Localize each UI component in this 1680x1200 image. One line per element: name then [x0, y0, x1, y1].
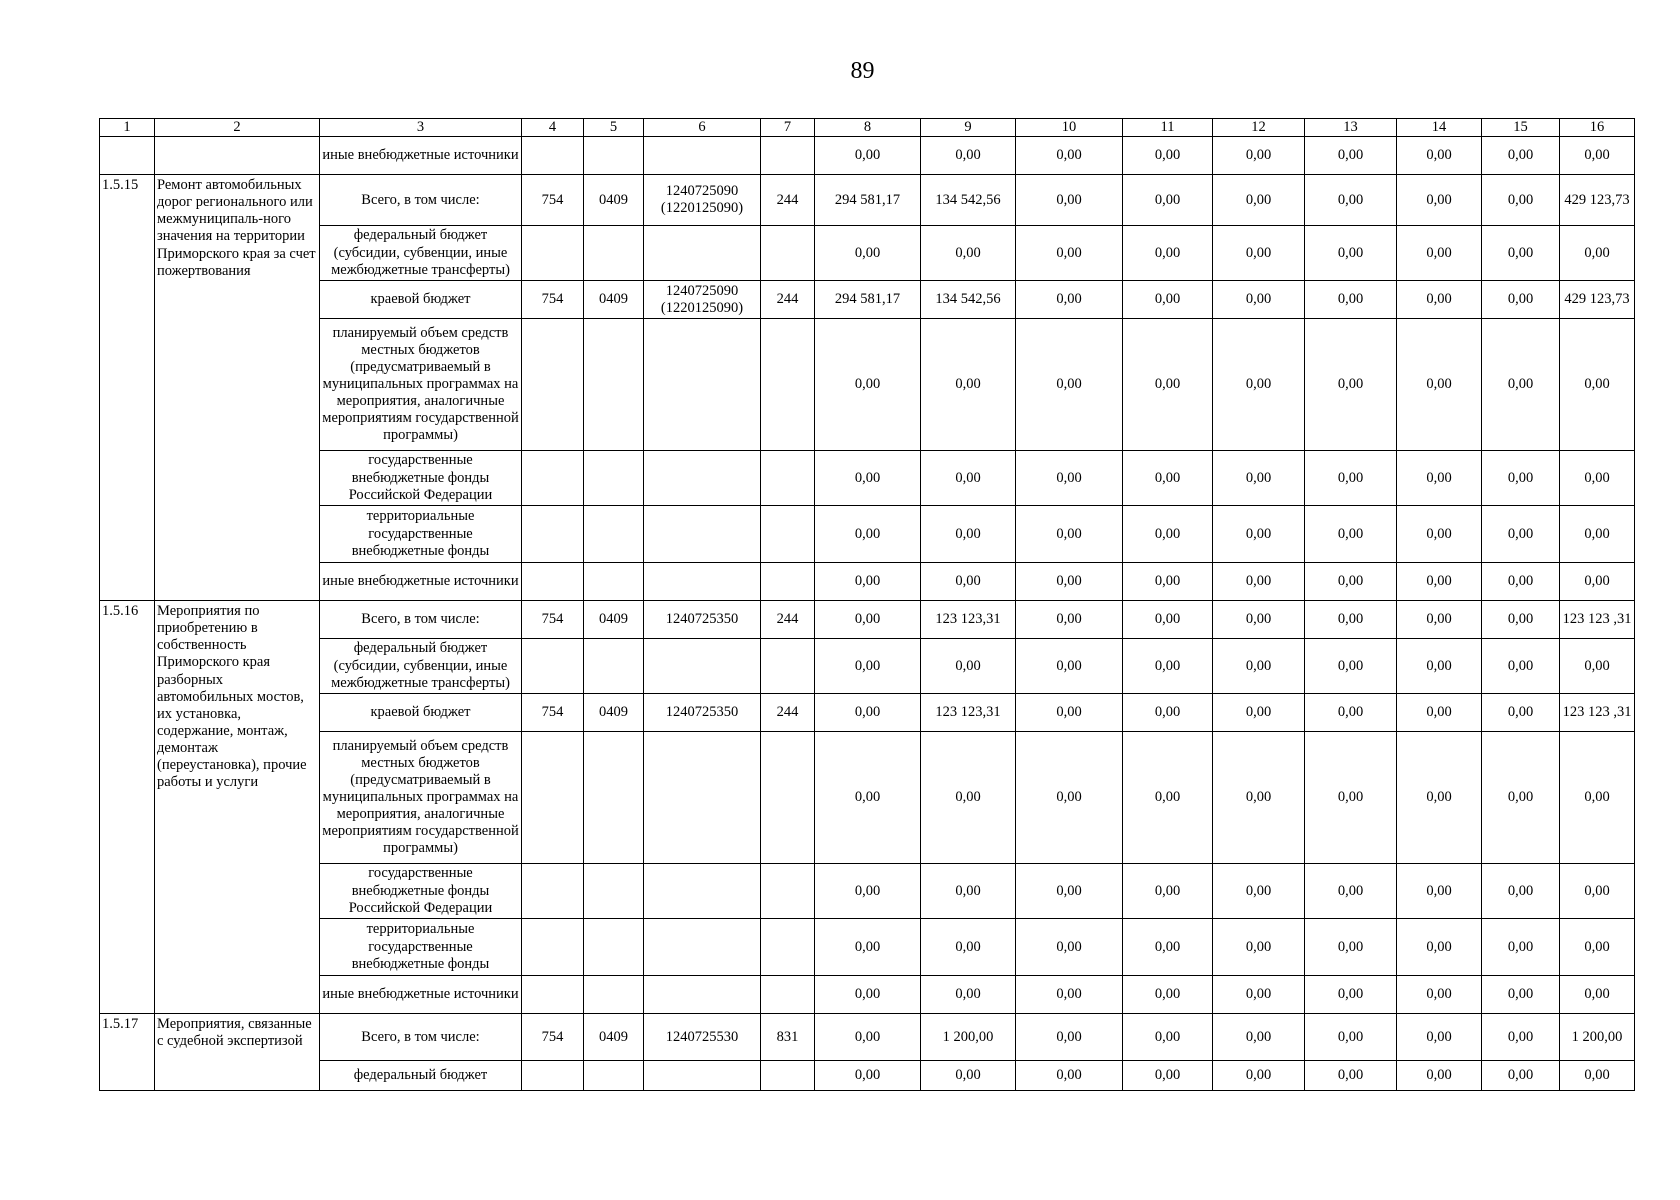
- code-cell: [644, 864, 761, 919]
- value-cell: 0,00: [1397, 281, 1482, 319]
- code-cell: [761, 563, 815, 601]
- code-cell: [761, 864, 815, 919]
- code-cell: 244: [761, 175, 815, 226]
- table-row: [100, 451, 1635, 506]
- value-cell: 0,00: [1482, 1061, 1560, 1091]
- value-cell: 0,00: [1123, 137, 1213, 175]
- source-cell: территориальные государственные внебюджетные фонды: [320, 506, 522, 563]
- value-cell: 0,00: [1560, 732, 1635, 864]
- value-cell: 0,00: [1123, 639, 1213, 694]
- value-cell: 1 200,00: [921, 1014, 1016, 1061]
- value-cell: 0,00: [1016, 1061, 1123, 1091]
- code-cell: [761, 226, 815, 281]
- value-cell: 0,00: [1397, 451, 1482, 506]
- code-cell: 244: [761, 694, 815, 732]
- value-cell: 0,00: [1305, 451, 1397, 506]
- value-cell: 0,00: [1016, 639, 1123, 694]
- value-cell: 0,00: [815, 1061, 921, 1091]
- value-cell: 0,00: [1397, 601, 1482, 639]
- header-cell: 2: [155, 119, 320, 137]
- value-cell: 0,00: [1560, 639, 1635, 694]
- value-cell: 0,00: [1213, 319, 1305, 451]
- source-cell: планируемый объем средств местных бюджетов (предусматриваемый в муниципальных программах на мероприятия, аналогичные мероприятиям государственной программы): [320, 319, 522, 451]
- value-cell: 0,00: [1482, 451, 1560, 506]
- value-cell: 0,00: [1560, 137, 1635, 175]
- value-cell: 0,00: [1397, 319, 1482, 451]
- value-cell: 0,00: [1305, 506, 1397, 563]
- code-cell: [584, 1061, 644, 1091]
- code-cell: 754: [522, 1014, 584, 1061]
- value-cell: 0,00: [1482, 137, 1560, 175]
- value-cell: 0,00: [1123, 1014, 1213, 1061]
- value-cell: 0,00: [815, 506, 921, 563]
- header-cell: 16: [1560, 119, 1635, 137]
- header-cell: 13: [1305, 119, 1397, 137]
- table-row: [100, 601, 1635, 639]
- value-cell: 0,00: [1305, 732, 1397, 864]
- code-cell: [522, 976, 584, 1014]
- section-number: 1.5.17: [100, 1014, 155, 1091]
- table-row: [100, 506, 1635, 563]
- value-cell: 123 123 ,31: [1560, 601, 1635, 639]
- value-cell: 0,00: [1397, 1061, 1482, 1091]
- value-cell: 0,00: [1397, 864, 1482, 919]
- value-cell: 0,00: [1397, 506, 1482, 563]
- value-cell: 0,00: [1213, 226, 1305, 281]
- code-cell: [584, 976, 644, 1014]
- header-cell: 5: [584, 119, 644, 137]
- value-cell: 0,00: [1123, 732, 1213, 864]
- code-cell: 1240725090 (1220125090): [644, 281, 761, 319]
- value-cell: 0,00: [1305, 175, 1397, 226]
- value-cell: 0,00: [1213, 864, 1305, 919]
- value-cell: 0,00: [1123, 451, 1213, 506]
- value-cell: 0,00: [921, 563, 1016, 601]
- value-cell: 0,00: [1213, 732, 1305, 864]
- value-cell: 0,00: [1123, 864, 1213, 919]
- code-cell: 1240725090 (1220125090): [644, 175, 761, 226]
- value-cell: 429 123,73: [1560, 175, 1635, 226]
- value-cell: 0,00: [1560, 864, 1635, 919]
- source-cell: краевой бюджет: [320, 694, 522, 732]
- value-cell: 0,00: [921, 319, 1016, 451]
- value-cell: 0,00: [1123, 281, 1213, 319]
- value-cell: 429 123,73: [1560, 281, 1635, 319]
- value-cell: 0,00: [1305, 226, 1397, 281]
- code-cell: [761, 319, 815, 451]
- value-cell: 0,00: [921, 506, 1016, 563]
- value-cell: 0,00: [1397, 694, 1482, 732]
- value-cell: 0,00: [1482, 864, 1560, 919]
- code-cell: [644, 976, 761, 1014]
- code-cell: [644, 1061, 761, 1091]
- source-cell: Всего, в том числе:: [320, 175, 522, 226]
- value-cell: 0,00: [1482, 639, 1560, 694]
- table-row: [100, 1014, 1635, 1061]
- code-cell: 244: [761, 601, 815, 639]
- code-cell: [644, 226, 761, 281]
- header-cell: 14: [1397, 119, 1482, 137]
- value-cell: 0,00: [1482, 281, 1560, 319]
- value-cell: 0,00: [1397, 137, 1482, 175]
- value-cell: 0,00: [1482, 563, 1560, 601]
- section-name: Мероприятия, связанные с судебной экспертизой: [155, 1014, 320, 1091]
- value-cell: 0,00: [1560, 1061, 1635, 1091]
- value-cell: 0,00: [1482, 601, 1560, 639]
- value-cell: 0,00: [1016, 175, 1123, 226]
- value-cell: 0,00: [1213, 563, 1305, 601]
- value-cell: 0,00: [1397, 226, 1482, 281]
- code-cell: [584, 319, 644, 451]
- code-cell: 0409: [584, 601, 644, 639]
- table-row: [100, 175, 1635, 226]
- value-cell: 0,00: [1482, 976, 1560, 1014]
- value-cell: 0,00: [1016, 226, 1123, 281]
- value-cell: 0,00: [1397, 976, 1482, 1014]
- code-cell: 0409: [584, 1014, 644, 1061]
- value-cell: 0,00: [1016, 506, 1123, 563]
- code-cell: 0409: [584, 694, 644, 732]
- value-cell: 0,00: [1397, 919, 1482, 976]
- code-cell: [522, 864, 584, 919]
- source-cell: государственные внебюджетные фонды Российской Федерации: [320, 864, 522, 919]
- table-row: [100, 919, 1635, 976]
- value-cell: 0,00: [815, 1014, 921, 1061]
- code-cell: [522, 732, 584, 864]
- source-cell: иные внебюджетные источники: [320, 563, 522, 601]
- value-cell: 1 200,00: [1560, 1014, 1635, 1061]
- value-cell: 0,00: [1123, 919, 1213, 976]
- value-cell: 0,00: [1397, 563, 1482, 601]
- value-cell: 0,00: [1016, 451, 1123, 506]
- code-cell: [522, 226, 584, 281]
- value-cell: 0,00: [1305, 281, 1397, 319]
- value-cell: 0,00: [1213, 281, 1305, 319]
- code-cell: [522, 506, 584, 563]
- source-cell: иные внебюджетные источники: [320, 976, 522, 1014]
- header-cell: 1: [100, 119, 155, 137]
- value-cell: 0,00: [1305, 137, 1397, 175]
- code-cell: 754: [522, 601, 584, 639]
- value-cell: 0,00: [815, 137, 921, 175]
- value-cell: 0,00: [1213, 1014, 1305, 1061]
- value-cell: 0,00: [1305, 563, 1397, 601]
- source-cell: федеральный бюджет: [320, 1061, 522, 1091]
- value-cell: 0,00: [1305, 601, 1397, 639]
- source-cell: краевой бюджет: [320, 281, 522, 319]
- value-cell: 0,00: [1016, 563, 1123, 601]
- value-cell: 0,00: [1213, 919, 1305, 976]
- code-cell: [584, 506, 644, 563]
- header-cell: 10: [1016, 119, 1123, 137]
- code-cell: [761, 451, 815, 506]
- table-row: [100, 639, 1635, 694]
- value-cell: 0,00: [1305, 1014, 1397, 1061]
- value-cell: 0,00: [1016, 976, 1123, 1014]
- value-cell: 0,00: [921, 864, 1016, 919]
- value-cell: 0,00: [1305, 919, 1397, 976]
- value-cell: 294 581,17: [815, 175, 921, 226]
- value-cell: 0,00: [1213, 175, 1305, 226]
- value-cell: 0,00: [815, 563, 921, 601]
- section-name: Мероприятия по приобретению в собственность Приморского края разборных автомобильных мостов, их установка, содержание, монтаж, демонтаж (переустановка), прочие работы и услуги: [155, 601, 320, 1014]
- value-cell: 0,00: [1397, 732, 1482, 864]
- source-cell: иные внебюджетные источники: [320, 137, 522, 175]
- value-cell: 0,00: [1560, 319, 1635, 451]
- code-cell: [584, 563, 644, 601]
- value-cell: 0,00: [1305, 319, 1397, 451]
- value-cell: 294 581,17: [815, 281, 921, 319]
- header-cell: 11: [1123, 119, 1213, 137]
- code-cell: [522, 319, 584, 451]
- source-cell: Всего, в том числе:: [320, 601, 522, 639]
- code-cell: [644, 639, 761, 694]
- continuation-row: [100, 137, 1635, 175]
- value-cell: 0,00: [921, 976, 1016, 1014]
- value-cell: 0,00: [815, 694, 921, 732]
- value-cell: 0,00: [1123, 694, 1213, 732]
- code-cell: [761, 639, 815, 694]
- value-cell: 0,00: [1213, 451, 1305, 506]
- value-cell: 0,00: [1560, 506, 1635, 563]
- value-cell: 0,00: [1482, 175, 1560, 226]
- value-cell: 0,00: [1213, 1061, 1305, 1091]
- value-cell: 0,00: [1482, 694, 1560, 732]
- budget-table: [99, 118, 1635, 1091]
- value-cell: 0,00: [1123, 563, 1213, 601]
- code-cell: 244: [761, 281, 815, 319]
- code-cell: 1240725530: [644, 1014, 761, 1061]
- section-name: Ремонт автомобильных дорог регионального или межмуниципаль-ного значения на территории Приморского края за счет пожертвования: [155, 175, 320, 601]
- value-cell: 0,00: [1305, 864, 1397, 919]
- header-cell: 15: [1482, 119, 1560, 137]
- value-cell: 0,00: [1397, 639, 1482, 694]
- value-cell: 0,00: [1305, 639, 1397, 694]
- value-cell: 0,00: [1560, 563, 1635, 601]
- value-cell: 0,00: [1482, 919, 1560, 976]
- code-cell: [644, 919, 761, 976]
- code-cell: [761, 1061, 815, 1091]
- code-cell: [522, 639, 584, 694]
- code-cell: [522, 1061, 584, 1091]
- table-row: [100, 281, 1635, 319]
- table-row: [100, 226, 1635, 281]
- code-cell: 831: [761, 1014, 815, 1061]
- table-row: [100, 319, 1635, 451]
- code-cell: [644, 732, 761, 864]
- value-cell: 0,00: [1482, 319, 1560, 451]
- code-cell: 754: [522, 281, 584, 319]
- value-cell: 0,00: [1397, 175, 1482, 226]
- value-cell: 0,00: [1305, 694, 1397, 732]
- code-cell: [761, 732, 815, 864]
- value-cell: 0,00: [921, 732, 1016, 864]
- value-cell: 0,00: [1482, 226, 1560, 281]
- value-cell: 0,00: [1016, 281, 1123, 319]
- value-cell: 0,00: [1123, 1061, 1213, 1091]
- value-cell: 0,00: [1305, 976, 1397, 1014]
- code-cell: [761, 919, 815, 976]
- value-cell: 0,00: [1560, 919, 1635, 976]
- value-cell: 0,00: [1560, 451, 1635, 506]
- value-cell: 0,00: [815, 601, 921, 639]
- code-cell: [584, 864, 644, 919]
- code-cell: [761, 506, 815, 563]
- value-cell: 0,00: [921, 226, 1016, 281]
- table-row: [100, 563, 1635, 601]
- source-cell: федеральный бюджет (субсидии, субвенции, иные межбюджетные трансферты): [320, 639, 522, 694]
- table-row: [100, 864, 1635, 919]
- header-cell: 9: [921, 119, 1016, 137]
- source-cell: Всего, в том числе:: [320, 1014, 522, 1061]
- page-number: 89: [850, 58, 875, 84]
- value-cell: 0,00: [921, 639, 1016, 694]
- value-cell: 0,00: [815, 226, 921, 281]
- value-cell: 0,00: [1016, 601, 1123, 639]
- value-cell: 0,00: [1123, 226, 1213, 281]
- table-row: [100, 694, 1635, 732]
- value-cell: 0,00: [815, 319, 921, 451]
- value-cell: 0,00: [1123, 506, 1213, 563]
- value-cell: 0,00: [1016, 137, 1123, 175]
- table-row: [100, 1061, 1635, 1091]
- value-cell: 0,00: [921, 919, 1016, 976]
- value-cell: 0,00: [815, 864, 921, 919]
- value-cell: 123 123,31: [921, 694, 1016, 732]
- header-cell: 7: [761, 119, 815, 137]
- value-cell: 0,00: [1213, 694, 1305, 732]
- code-cell: [584, 451, 644, 506]
- value-cell: 134 542,56: [921, 175, 1016, 226]
- value-cell: 0,00: [921, 1061, 1016, 1091]
- value-cell: 0,00: [1397, 1014, 1482, 1061]
- code-cell: 754: [522, 694, 584, 732]
- value-cell: 0,00: [815, 451, 921, 506]
- value-cell: 0,00: [1560, 226, 1635, 281]
- value-cell: 0,00: [1482, 1014, 1560, 1061]
- value-cell: 0,00: [815, 919, 921, 976]
- section-number: 1.5.16: [100, 601, 155, 1014]
- value-cell: 0,00: [815, 732, 921, 864]
- value-cell: 0,00: [1213, 639, 1305, 694]
- code-cell: 0409: [584, 281, 644, 319]
- value-cell: 0,00: [1016, 319, 1123, 451]
- code-cell: [644, 506, 761, 563]
- value-cell: 0,00: [815, 976, 921, 1014]
- num-cell: [100, 137, 155, 175]
- value-cell: 0,00: [1305, 1061, 1397, 1091]
- code-cell: [644, 319, 761, 451]
- value-cell: 134 542,56: [921, 281, 1016, 319]
- code-cell: [522, 451, 584, 506]
- value-cell: 0,00: [1016, 732, 1123, 864]
- code-cell: [584, 226, 644, 281]
- code-cell: 754: [522, 175, 584, 226]
- value-cell: 0,00: [1213, 601, 1305, 639]
- section-number: 1.5.15: [100, 175, 155, 601]
- value-cell: 0,00: [1123, 976, 1213, 1014]
- name-cell: [155, 137, 320, 175]
- value-cell: 0,00: [1560, 976, 1635, 1014]
- source-cell: планируемый объем средств местных бюджетов (предусматриваемый в муниципальных программах на мероприятия, аналогичные мероприятиям государственной программы): [320, 732, 522, 864]
- table-row: [100, 732, 1635, 864]
- value-cell: 0,00: [921, 451, 1016, 506]
- value-cell: 0,00: [1123, 601, 1213, 639]
- code-cell: [584, 639, 644, 694]
- value-cell: 0,00: [1482, 732, 1560, 864]
- value-cell: 0,00: [1016, 1014, 1123, 1061]
- code-cell: [584, 732, 644, 864]
- code-cell: 1240725350: [644, 694, 761, 732]
- value-cell: 0,00: [1213, 976, 1305, 1014]
- value-cell: 0,00: [815, 639, 921, 694]
- value-cell: 0,00: [1213, 137, 1305, 175]
- value-cell: 123 123,31: [921, 601, 1016, 639]
- header-cell: 6: [644, 119, 761, 137]
- header-cell: 3: [320, 119, 522, 137]
- value-cell: 0,00: [1016, 919, 1123, 976]
- code-cell: [522, 919, 584, 976]
- value-cell: 0,00: [1482, 506, 1560, 563]
- header-row: [100, 119, 1635, 137]
- value-cell: 0,00: [921, 137, 1016, 175]
- header-cell: 8: [815, 119, 921, 137]
- table-row: [100, 976, 1635, 1014]
- code-cell: [644, 451, 761, 506]
- value-cell: 0,00: [1213, 506, 1305, 563]
- value-cell: 0,00: [1016, 864, 1123, 919]
- value-cell: 0,00: [1123, 175, 1213, 226]
- value-cell: 0,00: [1123, 319, 1213, 451]
- code-cell: [522, 563, 584, 601]
- code-cell: 1240725350: [644, 601, 761, 639]
- value-cell: 123 123 ,31: [1560, 694, 1635, 732]
- source-cell: федеральный бюджет (субсидии, субвенции, иные межбюджетные трансферты): [320, 226, 522, 281]
- header-cell: 12: [1213, 119, 1305, 137]
- code-cell: [761, 976, 815, 1014]
- header-cell: 4: [522, 119, 584, 137]
- source-cell: территориальные государственные внебюджетные фонды: [320, 919, 522, 976]
- code-cell: [644, 563, 761, 601]
- value-cell: 0,00: [1016, 694, 1123, 732]
- code-cell: [584, 919, 644, 976]
- code-cell: 0409: [584, 175, 644, 226]
- source-cell: государственные внебюджетные фонды Российской Федерации: [320, 451, 522, 506]
